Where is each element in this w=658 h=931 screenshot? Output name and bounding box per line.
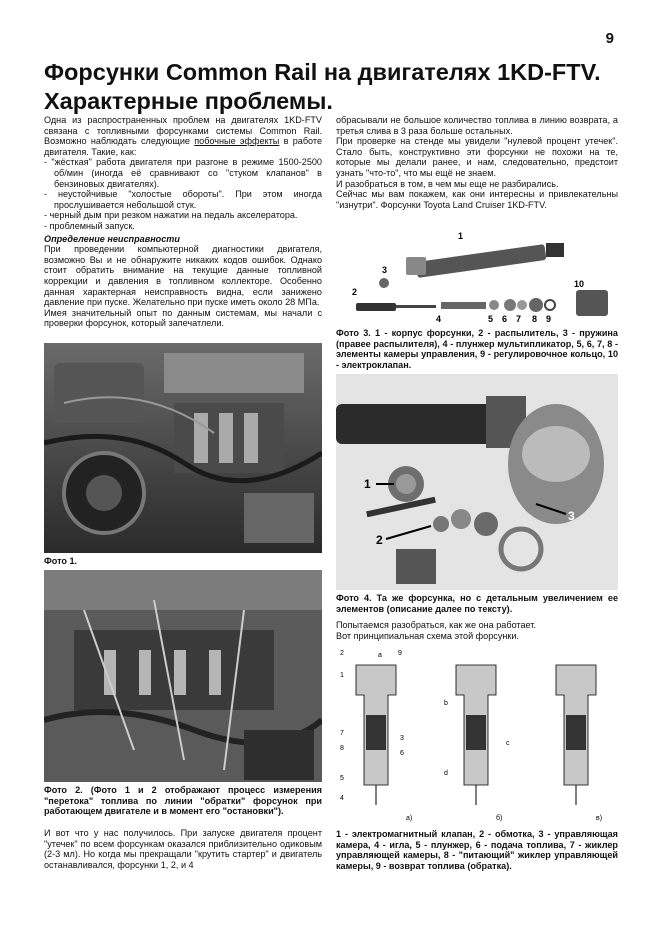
diagram-label-5: 5	[340, 775, 344, 782]
diagram-label-4: 4	[340, 795, 344, 802]
symptom-1: - "жёсткая" работа двигателя при разгоне в режиме 1500-2500 об/мин (иногда её сравнивают со "стуком клапанов" в бензиновых двигателях).	[44, 157, 322, 189]
diagram-letter-b: b	[444, 700, 448, 707]
right-paragraph-1: обрасывали не большое количество топлива в линию возврата, а третья слива в 3 раза больше остальных.	[336, 115, 618, 136]
mid-text-line-2: Вот принципиальная схема этой форсунки.	[336, 630, 519, 641]
photo-2-caption: Фото 2. (Фото 1 и 2 отображают процесс измерения "перетока" топлива по линии "обратки" форсунок при работающем двигателе и в момент его "остановки").	[44, 785, 322, 817]
diagnostics-paragraph: При проведении компьютерной диагностики двигателя, возможно Вы и не обнаружите никаких кодов ошибок. Однако стоит обратить внимание на текущие данные топливной коррекции и давления в топливном коллекторе. Особенно данная характерная неисправность видна, если занижено давление при пуске. Желательно при пуске иметь около 28 МПа.	[44, 244, 322, 308]
photo-3-label-3: 3	[382, 265, 388, 275]
left-column-text	[44, 115, 322, 329]
photo-3-disassembled-injector	[336, 225, 618, 325]
diagram-caption: 1 - электромагнитный клапан, 2 - обмотка, 3 - управляющая камера, 4 - игла, 5 - плунжер, 6 - подача топлива, 7 - жиклер управляющей камеры, 8 - "питающий" жиклер управляющей камеры, 9 - возврат топлива (обратка).	[336, 829, 618, 871]
diagram-letter-c: c	[506, 740, 510, 747]
photo-4-injector-detail	[336, 374, 618, 590]
photo-3-label-6: 6	[502, 314, 508, 324]
bottom-left-paragraph: И вот что у нас получилось. При запуске двигателя процент "утечек" по всем форсункам оказался приблизительно одиковым (2-3 мл). Но когда мы прекращали "крутить стартер" и двигатель останавливался, форсунки 1, 2, и 4	[44, 828, 322, 870]
mid-text-line-1: Попытаемся разобраться, как же она работает.	[336, 620, 536, 630]
diagram-panel-a: а)	[406, 815, 413, 822]
diagram-label-1: 1	[340, 672, 344, 679]
right-paragraph-4: Сейчас мы вам покажем, как они интересны и привлекательны "изнутри". Форсунки Toyota Land Cruiser 1KD-FTV.	[336, 189, 618, 210]
diagram-panel-b: б)	[496, 815, 503, 822]
diagram-panel-c: в)	[596, 815, 603, 822]
photo-3-label-2: 2	[352, 287, 358, 297]
photo-3-label-10: 10	[574, 279, 585, 289]
diagram-label-3: 3	[400, 735, 404, 742]
diagram-label-9: 9	[398, 650, 402, 657]
diagram-letter-a: a	[378, 652, 382, 659]
symptom-4: - проблемный запуск.	[44, 220, 135, 231]
photo-1-engine	[44, 343, 322, 553]
symptom-2: - неустойчивые "холостые обороты". При этом иногда прослушивается небольшой стук.	[44, 189, 322, 210]
photo-2-engine	[44, 570, 322, 782]
photo-3-label-9: 9	[546, 314, 552, 324]
diagram-label-8: 8	[340, 745, 344, 752]
mid-text	[336, 620, 618, 641]
page-title: Форсунки Common Rail на двигателях 1KD-FTV. Характерные проблемы.	[44, 59, 601, 114]
symptom-3: - черный дым при резком нажатии на педаль акселератора.	[44, 210, 298, 221]
photo-4-label-2: 2	[376, 533, 383, 547]
photo-4-label-1: 1	[364, 477, 371, 491]
photo-3-label-1: 1	[458, 231, 464, 241]
intro-paragraph: Одна из распространенных проблем на двигателях 1KD-FTV связана с топливными форсунками системы Common Rail. Возможно наблюдать следующие побочные эффекты в работе двигателя. Такие, как:	[44, 115, 323, 157]
experience-paragraph: Имея значительный опыт по данным системам, мы начали с проверки форсунок, который запечатлели.	[44, 307, 322, 329]
photo-4-caption: Фото 4. Та же форсунка, но с детальным увеличением ее элементов (описание далее по тексту).	[336, 593, 618, 614]
photo-3-label-4: 4	[436, 314, 442, 324]
right-paragraph-2: При проверке на стенде мы увидели "нулевой процент утечек". Стало быть, конструктивно эти форсунки не похожи на те, которые мы делали ранее, и нам, следовательно, предстоит узнать "что-то", что мы ещё не знаем.	[336, 136, 618, 178]
photo-3-label-5: 5	[488, 314, 494, 324]
photo-3-caption: Фото 3. 1 - корпус форсунки, 2 - распылитель, 3 - пружина (правее распылителя), 4 - плунжер мультипликатор, 5, 6, 7, 8 - элементы камеры управления, 9 - регулировочное кольцо, 10 - электроклапан.	[336, 328, 618, 370]
photo-3-label-7: 7	[516, 314, 522, 324]
injector-schematic	[336, 645, 618, 825]
diagram-letter-d: d	[444, 770, 448, 777]
right-column-text	[336, 115, 618, 210]
photo-3-label-8: 8	[532, 314, 538, 324]
page-number: 9	[605, 30, 614, 47]
side-effects-link: побочные эффекты	[194, 136, 280, 147]
section-subheading: Определение неисправности	[44, 233, 180, 244]
photo-4-label-3: 3	[568, 509, 575, 523]
photo-1-caption: Фото 1.	[44, 556, 78, 566]
diagram-label-2: 2	[340, 650, 344, 657]
right-paragraph-3: И разобраться в том, в чем мы еще не разбирались.	[336, 178, 559, 189]
diagram-label-6: 6	[400, 750, 404, 757]
diagram-label-7: 7	[340, 730, 344, 737]
